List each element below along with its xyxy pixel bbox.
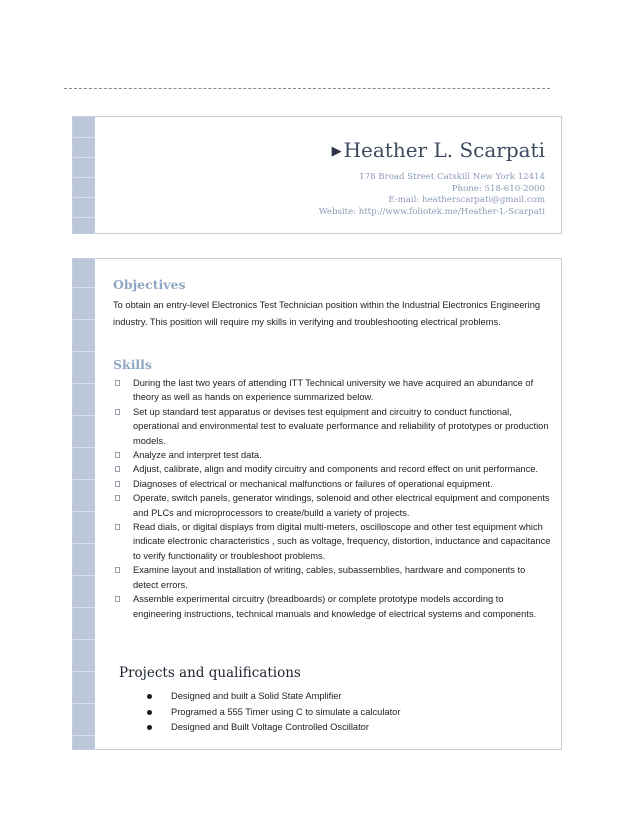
skill-item: Assemble experimental circuitry (breadboards) or complete prototype models according to engineering instructions, technical manuals and knowledge of electrical systems and components. bbox=[113, 592, 551, 621]
skills-list bbox=[113, 376, 551, 621]
bullet-dot-icon bbox=[147, 694, 152, 699]
decorative-side-strip bbox=[73, 117, 95, 233]
checkbox-bullet-icon bbox=[115, 466, 120, 472]
decorative-side-strip bbox=[73, 259, 95, 749]
skill-item: Examine layout and installation of writing, cables, subassemblies, hardware and components to detect errors. bbox=[113, 563, 551, 592]
skill-item: During the last two years of attending ITT Technical university we have acquired an abundance of theory as well as hands on experience summarized below. bbox=[113, 376, 551, 405]
checkbox-bullet-icon bbox=[115, 567, 120, 573]
project-item: Designed and Built Voltage Controlled Oscillator bbox=[113, 720, 400, 736]
resume-body-panel bbox=[72, 258, 562, 750]
checkbox-bullet-icon bbox=[115, 409, 120, 415]
bullet-dot-icon bbox=[147, 725, 152, 730]
skill-item: Analyze and interpret test data. bbox=[113, 448, 551, 462]
objectives-heading: Objectives bbox=[113, 277, 186, 292]
contact-block bbox=[319, 137, 545, 218]
checkbox-bullet-icon bbox=[115, 380, 120, 386]
checkbox-bullet-icon bbox=[115, 524, 120, 530]
checkbox-bullet-icon bbox=[115, 481, 120, 487]
checkbox-bullet-icon bbox=[115, 596, 120, 602]
bullet-dot-icon bbox=[147, 710, 152, 715]
projects-list bbox=[113, 689, 400, 736]
checkbox-bullet-icon bbox=[115, 495, 120, 501]
website-line: Website: http://www.foliotek.me/Heather-L-Scarpati bbox=[318, 206, 545, 217]
project-item: Designed and built a Solid State Amplifier bbox=[113, 689, 400, 705]
checkbox-bullet-icon bbox=[115, 452, 120, 458]
skill-item: Adjust, calibrate, align and modify circuitry and components and record effect on unit performance. bbox=[113, 462, 551, 476]
skills-heading: Skills bbox=[113, 357, 152, 372]
triangle-bullet-icon: ▶ bbox=[331, 144, 342, 159]
skill-item: Set up standard test apparatus or devises test equipment and circuitry to conduct functional, operational and environmental test to evaluate performance and reliability of prototypes or production models. bbox=[113, 405, 551, 448]
objectives-text: To obtain an entry-level Electronics Test Technician position within the Industrial Electronics Engineering industry. This position will require my skills in verifying and troubleshooting electrical problems. bbox=[113, 300, 541, 327]
phone-line: Phone: 518-610-2000 bbox=[451, 183, 545, 194]
skill-item: Diagnoses of electrical or mechanical malfunctions or failures of operational equipment. bbox=[113, 477, 551, 491]
address-line: 178 Broad Street Catskill New York 12414 bbox=[359, 172, 545, 182]
skill-item: Operate, switch panels, generator windings, solenoid and other electrical equipment and components and PLCs and microprocessors to create/build a variety of projects. bbox=[113, 491, 551, 520]
project-item: Programed a 555 Timer using C to simulate a calculator bbox=[113, 705, 400, 721]
name-heading bbox=[319, 137, 545, 165]
projects-heading: Projects and qualifications bbox=[119, 665, 301, 681]
skill-item: Read dials, or digital displays from digital multi-meters, oscilloscope and other test equipment which indicate electronic characteristics , such as voltage, frequency, distortion, inductance and capacitance to verify functionality or troubleshoot problems. bbox=[113, 520, 551, 563]
name-text: Heather L. Scarpati bbox=[343, 138, 545, 162]
email-line: E-mail: heatherscarpati@gmail.com bbox=[388, 195, 545, 205]
top-dashed-rule bbox=[64, 88, 550, 89]
header-panel bbox=[72, 116, 562, 234]
